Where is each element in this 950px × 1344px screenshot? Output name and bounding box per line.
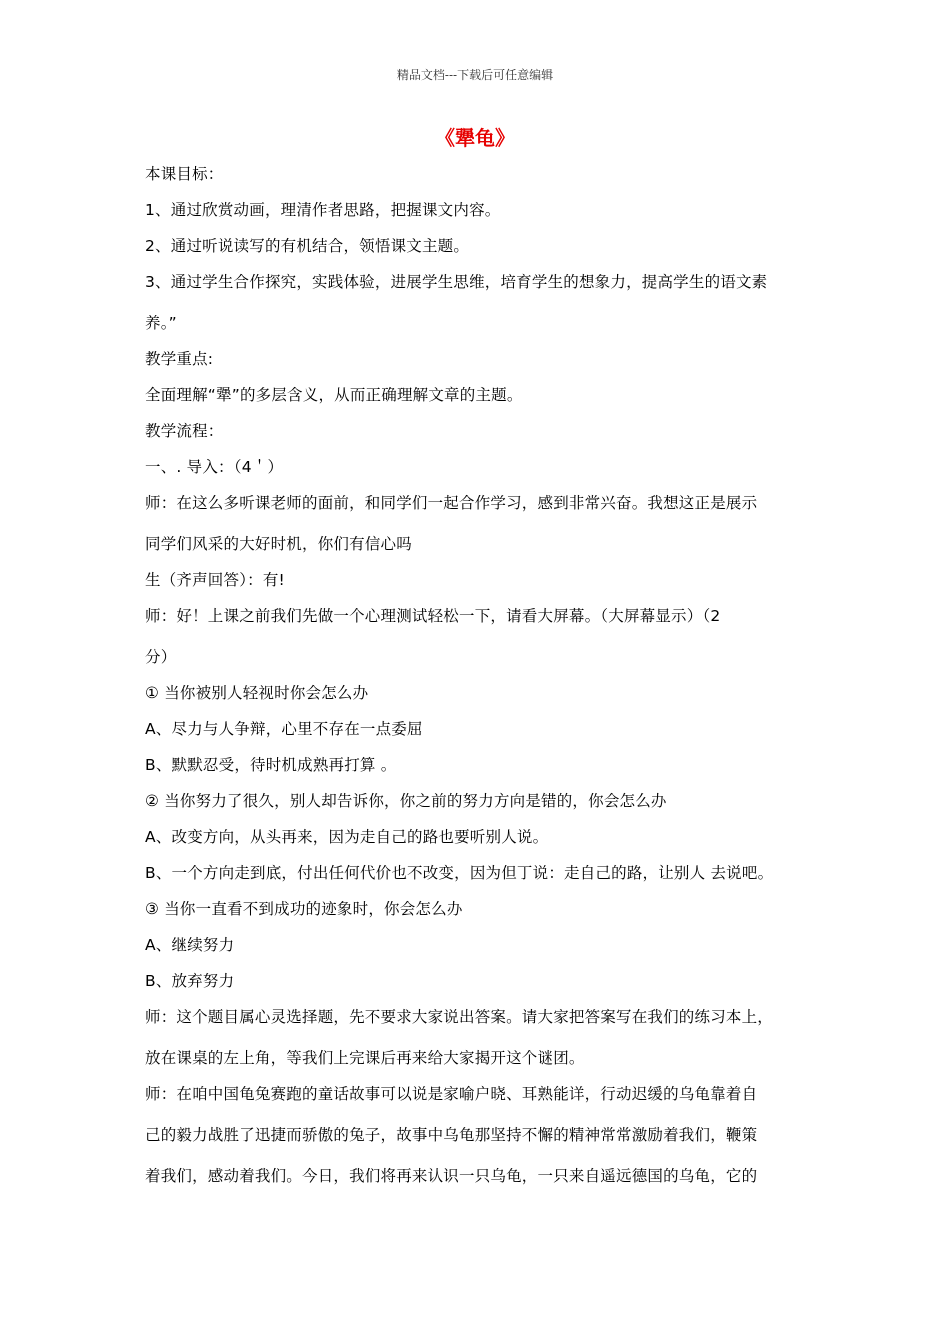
text-line: 1、通过欣赏动画，理清作者思路，把握课文内容。: [145, 201, 501, 219]
text-line: 师：好！上课之前我们先做一个心理测试轻松一下，请看大屏幕。（大屏幕显示）（2: [145, 607, 721, 625]
text-line: 己的毅力战胜了迅捷而骄傲的兔子，故事中乌龟那坚持不懈的精神常常激励着我们，鞭策: [145, 1126, 758, 1144]
text-line: 师：这个题目属心灵选择题，先不要求大家说出答案。请大家把答案写在我们的练习本上，: [145, 1008, 774, 1026]
text-line: 教学流程：: [145, 422, 224, 440]
text-line: 生（齐声回答）：有!: [145, 571, 285, 589]
text-line: ① 当你被别人轻视时你会怎么办: [145, 684, 369, 702]
text-line: B、一个方向走到底，付出任何代价也不改变，因为但丁说：走自己的路，让别人 去说吧。: [145, 864, 774, 882]
text-line: 着我们，感动着我们。今日，我们将再来认识一只乌龟，一只来自遥远德国的乌龟，它的: [145, 1167, 758, 1185]
text-line: B、默默忍受，待时机成熟再打算 。: [145, 756, 397, 774]
text-line: 养。”: [145, 314, 177, 332]
page-header: 精品文档---下载后可任意编辑: [396, 68, 554, 82]
text-line: A、改变方向，从头再来，因为走自己的路也要听别人说。: [145, 828, 549, 846]
text-line: 师：在咱中国龟兔赛跑的童话故事可以说是家喻户晓、耳熟能详，行动迟缓的乌龟靠着自: [145, 1085, 758, 1103]
text-line: 分）: [145, 648, 177, 666]
text-line: 放在课桌的左上角，等我们上完课后再来给大家揭开这个谜团。: [145, 1049, 585, 1067]
text-line: ③ 当你一直看不到成功的迹象时，你会怎么办: [145, 900, 463, 918]
text-line: A、尽力与人争辩，心里不存在一点委屈: [145, 720, 423, 738]
text-line: 2、通过听说读写的有机结合，领悟课文主题。: [145, 237, 470, 255]
document-title: 《犟龟》: [435, 126, 515, 150]
text-line: ② 当你努力了很久，别人却告诉你，你之前的努力方向是错的，你会怎么办: [145, 792, 667, 810]
text-line: A、继续努力: [145, 936, 235, 954]
text-line: 一、. 导入：（4＇）: [145, 458, 284, 476]
text-line: B、放弃努力: [145, 972, 235, 990]
text-line: 3、通过学生合作探究，实践体验，进展学生思维，培育学生的想象力，提高学生的语文素: [145, 273, 768, 291]
text-line: 师：在这么多听课老师的面前，和同学们一起合作学习，感到非常兴奋。我想这正是展示: [145, 494, 758, 512]
text-line: 教学重点:: [145, 350, 214, 368]
text-line: 本课目标：: [145, 165, 224, 183]
text-line: 同学们风采的大好时机，你们有信心吗: [145, 535, 412, 553]
text-line: 全面理解“犟”的多层含义，从而正确理解文章的主题。: [145, 386, 523, 404]
